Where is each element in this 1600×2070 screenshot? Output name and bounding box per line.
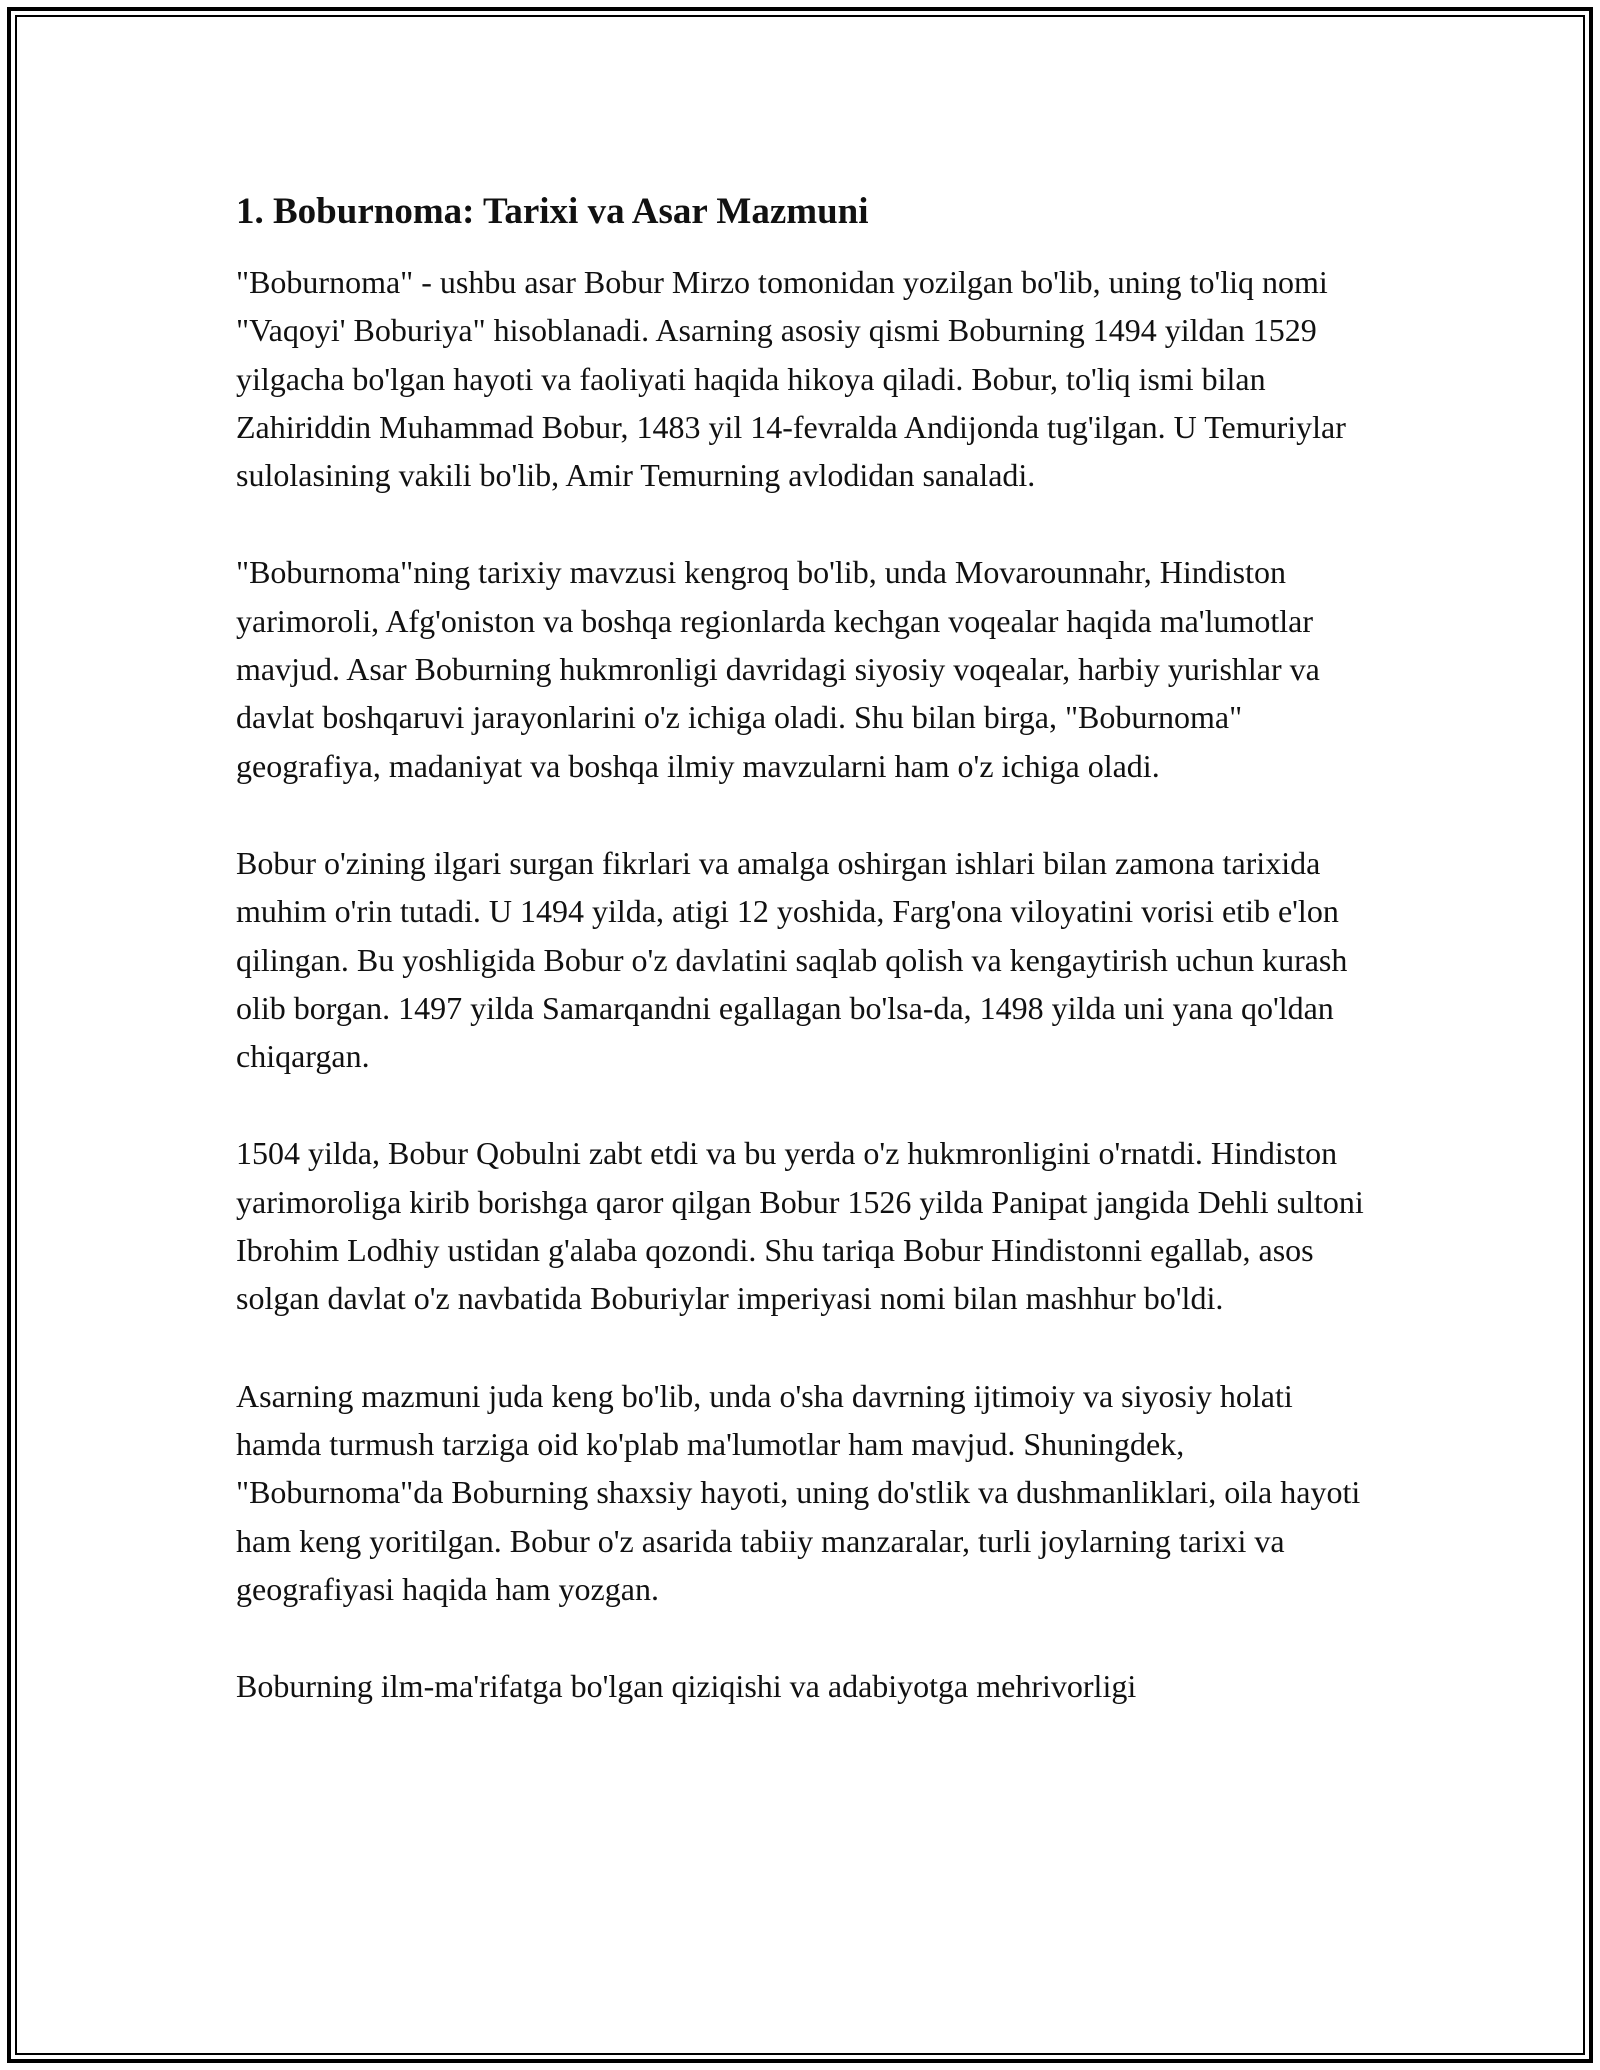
document-body <box>236 188 1376 1710</box>
paragraph-1: "Boburnoma" - ushbu asar Bobur Mirzo tomonidan yozilgan bo'lib, uning to'liq nomi "Vaqoyi' Boburiya" hisoblanadi. Asarning asosiy qismi Boburning 1494 yildan 1529 yilgacha bo'lgan hayoti va faoliyati haqida hikoya qiladi. Bobur, to'liq ismi bilan Zahiriddin Muhammad Bobur, 1483 yil 14-fevralda Andijonda tug'ilgan. U Temuriylar sulolasining vakili bo'lib, Amir Temurning avlodidan sanaladi. <box>236 264 1346 494</box>
paragraph-6: Boburning ilm-ma'rifatga bo'lgan qiziqishi va adabiyotga mehrivorligi <box>236 1668 1137 1705</box>
paragraph-2: "Boburnoma"ning tarixiy mavzusi kengroq bo'lib, unda Movarounnahr, Hindiston yarimoroli, Afg'oniston va boshqa regionlarda kechgan voqealar haqida ma'lumotlar mavjud. Asar Boburning hukmronligi davridagi siyosiy voqealar, harbiy yurishlar va davlat boshqaruvi jarayonlarini o'z ichiga oladi. Shu bilan birga, "Boburnoma" geografiya, madaniyat va boshqa ilmiy mavzularni ham o'z ichiga oladi. <box>236 554 1320 784</box>
paragraph-3: Bobur o'zining ilgari surgan fikrlari va amalga oshirgan ishlari bilan zamona tarixida muhim o'rin tutadi. U 1494 yilda, atigi 12 yoshida, Farg'ona viloyatini vorisi etib e'lon qilingan. Bu yoshligida Bobur o'z davlatini saqlab qolish va kengaytirish uchun kurash olib borgan. 1497 yilda Samarqandni egallagan bo'lsa-da, 1498 yilda uni yana qo'ldan chiqargan. <box>236 844 1348 1075</box>
paragraph-4: 1504 yilda, Bobur Qobulni zabt etdi va bu yerda o'z hukmronligini o'rnatdi. Hindiston yarimoroliga kirib borishga qaror qilgan Bobur 1526 yilda Panipat jangida Dehli sultoni Ibrohim Lodhiy ustidan g'alaba qozondi. Shu tariqa Bobur Hindistonni egallab, asos solgan davlat o'z navbatida Boburiylar imperiyasi nomi bilan mashhur bo'ldi. <box>236 1135 1364 1317</box>
paragraph-5: Asarning mazmuni juda keng bo'lib, unda o'sha davrning ijtimoiy va siyosiy holati hamda turmush tarziga oid ko'plab ma'lumotlar ham mavjud. Shuningdek, "Boburnoma"da Boburning shaxsiy hayoti, uning do'stlik va dushmanliklari, oila hayoti ham keng yoritilgan. Bobur o'z asarida tabiiy manzaralar, turli joylarning tarixi va geografiyasi haqida ham yozgan. <box>236 1377 1361 1607</box>
section-heading: 1. Boburnoma: Tarixi va Asar Mazmuni <box>236 191 869 232</box>
